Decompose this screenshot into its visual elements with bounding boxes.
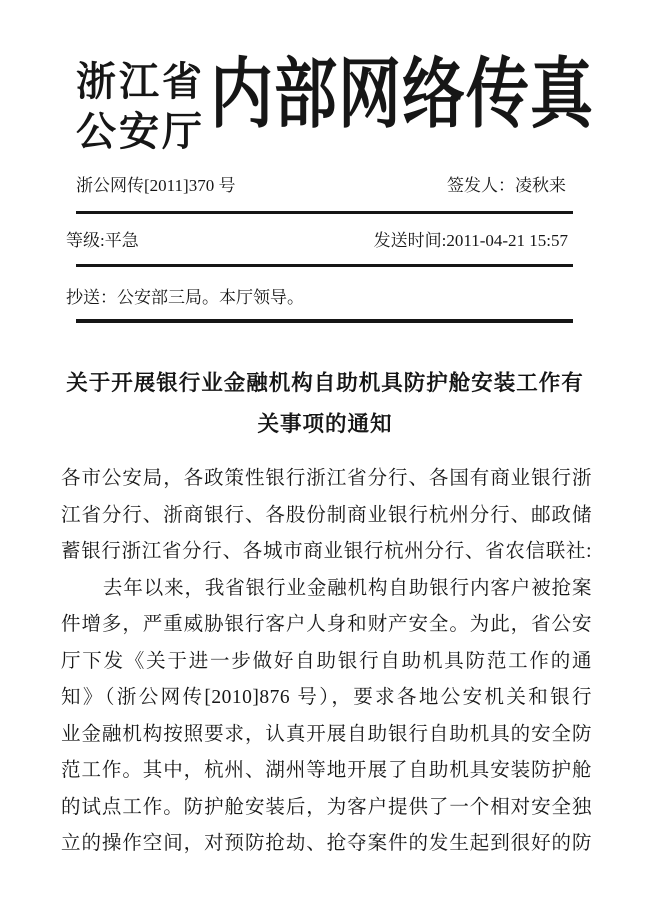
cc-line: 抄送：公安部三局。本厅领导。 [66, 288, 304, 307]
fax-banner-title: 内部网络传真 [210, 52, 594, 138]
body-line: 立的操作空间，对预防抢劫、抢夺案件的发生起到很好的防 [61, 833, 592, 854]
body-line: 厅下发《关于进一步做好自助银行自助机具防范工作的通 [61, 650, 592, 672]
meta-row-cc [66, 288, 568, 308]
doc-number: 浙公网传[2011]370 号 [76, 176, 236, 195]
document-body [61, 461, 592, 863]
agency-name-line2: 公安厅 [76, 109, 205, 154]
body-line: 去年以来，我省银行业金融机构自助银行内客户被抢案 [102, 577, 592, 599]
body-line: 业金融机构按照要求，认真开展自助银行自助机具的安全防 [61, 723, 592, 745]
agency-name [76, 57, 205, 157]
body-line: 的试点工作。防护舱安装后，为客户提供了一个相对安全独 [61, 796, 592, 818]
signer: 签发人：凌秋来 [447, 176, 566, 195]
document-title-line1: 关于开展银行业金融机构自助机具防护舱安装工作有 [66, 371, 584, 395]
document-title-line2: 关事项的通知 [257, 412, 393, 436]
divider [76, 211, 573, 214]
body-line: 范工作。其中，杭州、湖州等地开展了自助机具安装防护舱 [61, 760, 592, 781]
body-line: 知》（浙公网传[2010]876 号），要求各地公安机关和银行 [61, 687, 592, 708]
recipient-line: 各市公安局，各政策性银行浙江省分行、各国有商业银行浙 [61, 468, 592, 489]
document-title [60, 363, 590, 445]
divider [76, 264, 573, 267]
send-time: 发送时间:2011-04-21 15:57 [373, 231, 568, 250]
meta-row-document-number [76, 176, 566, 196]
agency-name-line1: 浙江省 [76, 59, 205, 104]
recipient-line: 蓄银行浙江省分行、各城市商业银行杭州分行、省农信联社: [61, 541, 592, 562]
divider [76, 319, 573, 323]
recipient-line: 江省分行、浙商银行、各股份制商业银行杭州分行、邮政储 [61, 504, 592, 526]
body-line: 件增多，严重威胁银行客户人身和财产安全。为此，省公安 [61, 614, 592, 635]
meta-row-grade-time [66, 231, 568, 251]
urgency-level: 等级:平急 [66, 231, 139, 250]
